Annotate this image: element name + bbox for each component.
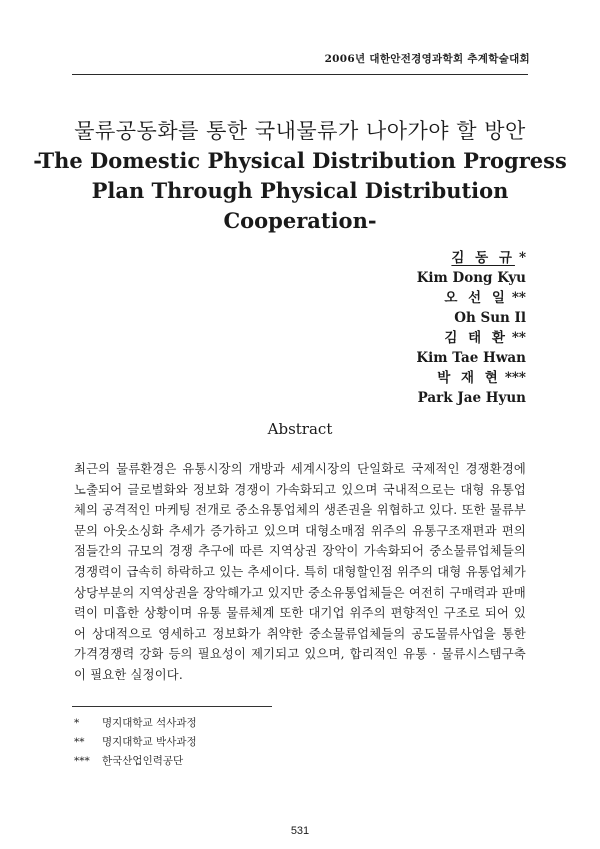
footnote-3 xyxy=(74,752,197,771)
paper-title xyxy=(0,116,600,236)
author-1-korean: 김 동 규 xyxy=(451,250,515,266)
title-english-line-3: Cooperation- xyxy=(223,208,377,233)
abstract-heading: Abstract xyxy=(267,420,333,438)
footnote-2-text: 명지대학교 박사과정 xyxy=(102,736,197,748)
footnote-2 xyxy=(74,733,197,752)
abstract-body: 최근의 물류환경은 유통시장의 개방과 세계시장의 단일화로 국제적인 경쟁환경에 노출되어 글로벌화와 정보화 경쟁이 가속화되고 있으며 국내적으로는 대형 유통업체의 공격적인 마케팅 전개로 중소유통업체의 생존권을 위협하고 있다. 또한 물류부문의 아웃소싱화 추세가 증가하고 있으며 대형소매점 위주의 유통구조재편과 편의점들간의 규모의 경쟁 추구에 따른 지역상권 장악이 가속화되어 중소물류업체들의 경쟁력이 급속히 하락하고 있는 추세이다. 특히 대형할인점 위주의 대형 유통업체가 상당부분의 지역상권을 장악해가고 있지만 중소유통업체들은 여전히 구매력과 판매력이 미흡한 상황이며 유통 물류체계 또한 대기업 위주의 편향적인 구조로 되어 있어 상대적으로 영세하고 정보화가 취약한 중소물류업체들의 공도물류사업을 통한 가격경쟁력 강화 등의 필요성이 제기되고 있으며, 합리적인 유통 · 물류시스템구축이 필요한 실정이다. xyxy=(74,462,526,682)
footnote-2-mark: ** xyxy=(74,736,85,748)
conference-header: 2006년 대한안전경영과학회 추계학술대회 xyxy=(324,53,530,65)
author-3-english: Kim Tae Hwan xyxy=(416,350,526,366)
author-3-korean: 김 태 환 xyxy=(444,330,508,346)
title-english-line-2: Plan Through Physical Distribution xyxy=(91,178,509,203)
author-1-korean-row xyxy=(416,248,526,268)
title-english-line-1: -The Domestic Physical Distribution Progress xyxy=(33,148,567,173)
author-3-korean-row xyxy=(416,328,526,348)
footnote-1 xyxy=(74,714,197,733)
footnote-divider xyxy=(72,706,272,707)
author-1-mark: * xyxy=(518,250,526,266)
author-3-mark: ** xyxy=(511,330,526,346)
author-2-korean: 오 선 일 xyxy=(444,290,508,306)
page-number: 531 xyxy=(290,825,310,837)
footnote-1-mark: * xyxy=(74,717,80,729)
header-divider xyxy=(72,74,528,75)
footnote-1-text: 명지대학교 석사과정 xyxy=(102,717,197,729)
author-block xyxy=(416,248,526,408)
author-1-english: Kim Dong Kyu xyxy=(416,270,526,286)
author-2-english: Oh Sun Il xyxy=(454,310,526,326)
footnote-3-mark: *** xyxy=(74,755,90,767)
footnotes xyxy=(74,714,197,771)
author-4-english: Park Jae Hyun xyxy=(417,390,526,406)
footnote-3-text: 한국산업인력공단 xyxy=(102,755,184,767)
author-4-korean: 박 재 현 xyxy=(437,370,501,386)
author-4-mark: *** xyxy=(504,370,526,386)
author-2-korean-row xyxy=(416,288,526,308)
author-4-korean-row xyxy=(416,368,526,388)
title-korean: 물류공동화를 통한 국내물류가 나아가야 할 방안 xyxy=(74,119,526,143)
author-2-mark: ** xyxy=(511,290,526,306)
